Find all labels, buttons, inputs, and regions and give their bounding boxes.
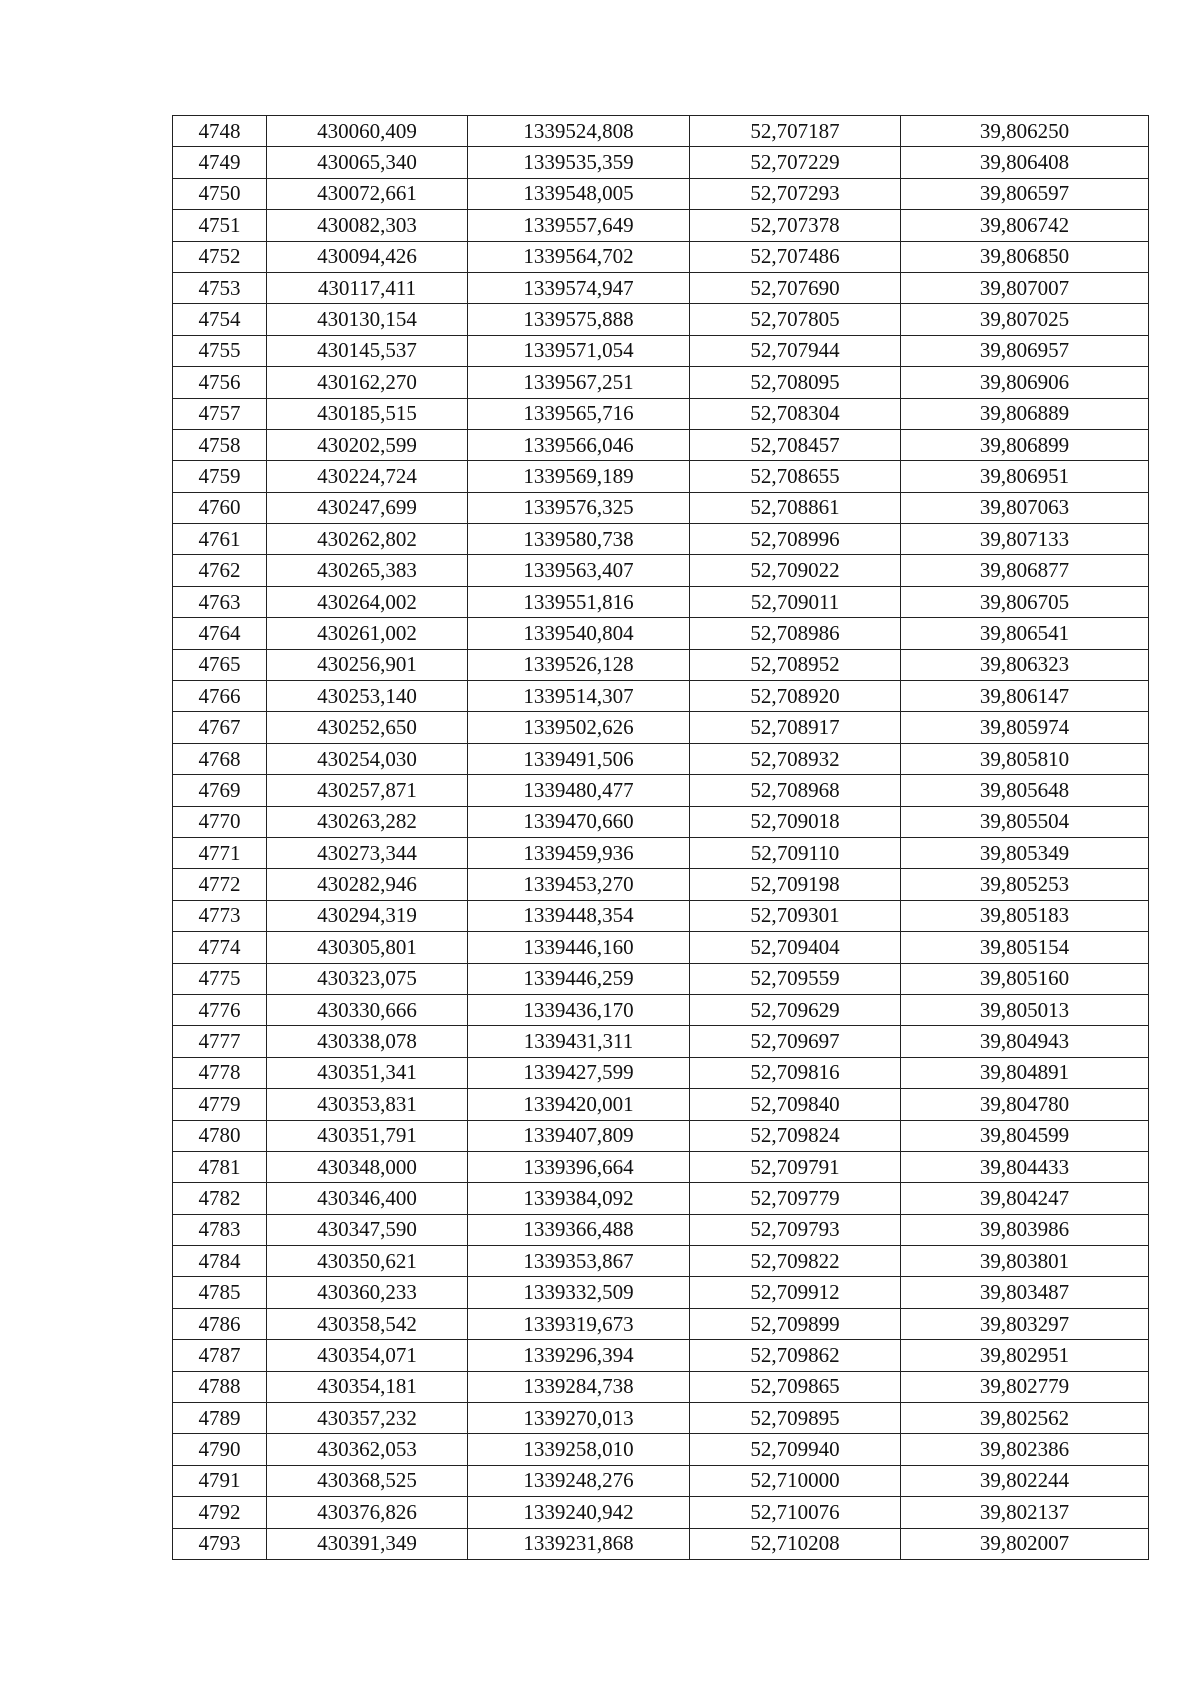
y-coordinate-cell: 1339296,394 [468, 1340, 690, 1371]
x-coordinate-cell: 430257,871 [267, 775, 468, 806]
longitude-cell: 39,806889 [901, 398, 1149, 429]
point-number-cell: 4769 [173, 775, 267, 806]
y-coordinate-cell: 1339396,664 [468, 1151, 690, 1182]
table-row [173, 1151, 1149, 1182]
table-row [173, 712, 1149, 743]
point-number-cell: 4765 [173, 649, 267, 680]
latitude-cell: 52,708952 [690, 649, 901, 680]
longitude-cell: 39,806951 [901, 461, 1149, 492]
longitude-cell: 39,804780 [901, 1089, 1149, 1120]
point-number-cell: 4776 [173, 994, 267, 1025]
table-row [173, 806, 1149, 837]
latitude-cell: 52,710000 [690, 1465, 901, 1496]
point-number-cell: 4773 [173, 900, 267, 931]
y-coordinate-cell: 1339231,868 [468, 1528, 690, 1559]
latitude-cell: 52,709779 [690, 1183, 901, 1214]
y-coordinate-cell: 1339319,673 [468, 1308, 690, 1339]
x-coordinate-cell: 430273,344 [267, 837, 468, 868]
latitude-cell: 52,707805 [690, 304, 901, 335]
point-number-cell: 4784 [173, 1246, 267, 1277]
latitude-cell: 52,709629 [690, 994, 901, 1025]
table-row [173, 1183, 1149, 1214]
latitude-cell: 52,709022 [690, 555, 901, 586]
point-number-cell: 4764 [173, 618, 267, 649]
x-coordinate-cell: 430346,400 [267, 1183, 468, 1214]
latitude-cell: 52,709018 [690, 806, 901, 837]
x-coordinate-cell: 430391,349 [267, 1528, 468, 1559]
point-number-cell: 4775 [173, 963, 267, 994]
x-coordinate-cell: 430145,537 [267, 335, 468, 366]
y-coordinate-cell: 1339436,170 [468, 994, 690, 1025]
table-row [173, 398, 1149, 429]
latitude-cell: 52,710076 [690, 1497, 901, 1528]
latitude-cell: 52,707293 [690, 178, 901, 209]
longitude-cell: 39,806323 [901, 649, 1149, 680]
x-coordinate-cell: 430358,542 [267, 1308, 468, 1339]
x-coordinate-cell: 430354,181 [267, 1371, 468, 1402]
point-number-cell: 4761 [173, 524, 267, 555]
y-coordinate-cell: 1339366,488 [468, 1214, 690, 1245]
latitude-cell: 52,708968 [690, 775, 901, 806]
point-number-cell: 4780 [173, 1120, 267, 1151]
latitude-cell: 52,709791 [690, 1151, 901, 1182]
longitude-cell: 39,805013 [901, 994, 1149, 1025]
table-row [173, 586, 1149, 617]
x-coordinate-cell: 430065,340 [267, 147, 468, 178]
point-number-cell: 4789 [173, 1403, 267, 1434]
longitude-cell: 39,806906 [901, 367, 1149, 398]
y-coordinate-cell: 1339569,189 [468, 461, 690, 492]
longitude-cell: 39,806877 [901, 555, 1149, 586]
y-coordinate-cell: 1339448,354 [468, 900, 690, 931]
longitude-cell: 39,805154 [901, 932, 1149, 963]
point-number-cell: 4790 [173, 1434, 267, 1465]
longitude-cell: 39,804433 [901, 1151, 1149, 1182]
y-coordinate-cell: 1339258,010 [468, 1434, 690, 1465]
table-row [173, 1465, 1149, 1496]
longitude-cell: 39,802137 [901, 1497, 1149, 1528]
y-coordinate-cell: 1339524,808 [468, 116, 690, 147]
longitude-cell: 39,805648 [901, 775, 1149, 806]
latitude-cell: 52,709865 [690, 1371, 901, 1402]
latitude-cell: 52,709816 [690, 1057, 901, 1088]
x-coordinate-cell: 430282,946 [267, 869, 468, 900]
longitude-cell: 39,802007 [901, 1528, 1149, 1559]
point-number-cell: 4766 [173, 681, 267, 712]
longitude-cell: 39,803801 [901, 1246, 1149, 1277]
latitude-cell: 52,708996 [690, 524, 901, 555]
table-row [173, 241, 1149, 272]
y-coordinate-cell: 1339407,809 [468, 1120, 690, 1151]
y-coordinate-cell: 1339564,702 [468, 241, 690, 272]
point-number-cell: 4752 [173, 241, 267, 272]
longitude-cell: 39,803986 [901, 1214, 1149, 1245]
x-coordinate-cell: 430202,599 [267, 429, 468, 460]
point-number-cell: 4787 [173, 1340, 267, 1371]
coordinates-table [172, 115, 1149, 1560]
y-coordinate-cell: 1339284,738 [468, 1371, 690, 1402]
x-coordinate-cell: 430330,666 [267, 994, 468, 1025]
x-coordinate-cell: 430348,000 [267, 1151, 468, 1182]
point-number-cell: 4750 [173, 178, 267, 209]
longitude-cell: 39,805974 [901, 712, 1149, 743]
longitude-cell: 39,806541 [901, 618, 1149, 649]
x-coordinate-cell: 430264,002 [267, 586, 468, 617]
y-coordinate-cell: 1339566,046 [468, 429, 690, 460]
latitude-cell: 52,708986 [690, 618, 901, 649]
table-row [173, 1528, 1149, 1559]
x-coordinate-cell: 430338,078 [267, 1026, 468, 1057]
point-number-cell: 4791 [173, 1465, 267, 1496]
x-coordinate-cell: 430353,831 [267, 1089, 468, 1120]
y-coordinate-cell: 1339574,947 [468, 272, 690, 303]
x-coordinate-cell: 430350,621 [267, 1246, 468, 1277]
longitude-cell: 39,807063 [901, 492, 1149, 523]
y-coordinate-cell: 1339470,660 [468, 806, 690, 837]
x-coordinate-cell: 430162,270 [267, 367, 468, 398]
point-number-cell: 4754 [173, 304, 267, 335]
latitude-cell: 52,709198 [690, 869, 901, 900]
y-coordinate-cell: 1339514,307 [468, 681, 690, 712]
x-coordinate-cell: 430354,071 [267, 1340, 468, 1371]
table-row [173, 147, 1149, 178]
y-coordinate-cell: 1339551,816 [468, 586, 690, 617]
y-coordinate-cell: 1339571,054 [468, 335, 690, 366]
x-coordinate-cell: 430256,901 [267, 649, 468, 680]
point-number-cell: 4774 [173, 932, 267, 963]
longitude-cell: 39,806899 [901, 429, 1149, 460]
x-coordinate-cell: 430265,383 [267, 555, 468, 586]
longitude-cell: 39,802386 [901, 1434, 1149, 1465]
longitude-cell: 39,807025 [901, 304, 1149, 335]
y-coordinate-cell: 1339575,888 [468, 304, 690, 335]
latitude-cell: 52,709697 [690, 1026, 901, 1057]
x-coordinate-cell: 430262,802 [267, 524, 468, 555]
x-coordinate-cell: 430117,411 [267, 272, 468, 303]
x-coordinate-cell: 430252,650 [267, 712, 468, 743]
longitude-cell: 39,802951 [901, 1340, 1149, 1371]
table-row [173, 367, 1149, 398]
longitude-cell: 39,803297 [901, 1308, 1149, 1339]
y-coordinate-cell: 1339427,599 [468, 1057, 690, 1088]
longitude-cell: 39,806957 [901, 335, 1149, 366]
latitude-cell: 52,708095 [690, 367, 901, 398]
latitude-cell: 52,707690 [690, 272, 901, 303]
y-coordinate-cell: 1339446,160 [468, 932, 690, 963]
point-number-cell: 4758 [173, 429, 267, 460]
latitude-cell: 52,709301 [690, 900, 901, 931]
table-row [173, 1308, 1149, 1339]
y-coordinate-cell: 1339384,092 [468, 1183, 690, 1214]
longitude-cell: 39,805810 [901, 743, 1149, 774]
latitude-cell: 52,709011 [690, 586, 901, 617]
y-coordinate-cell: 1339576,325 [468, 492, 690, 523]
latitude-cell: 52,708932 [690, 743, 901, 774]
latitude-cell: 52,709940 [690, 1434, 901, 1465]
table-row [173, 1403, 1149, 1434]
latitude-cell: 52,707944 [690, 335, 901, 366]
x-coordinate-cell: 430094,426 [267, 241, 468, 272]
table-row [173, 1089, 1149, 1120]
x-coordinate-cell: 430357,232 [267, 1403, 468, 1434]
longitude-cell: 39,806850 [901, 241, 1149, 272]
latitude-cell: 52,708861 [690, 492, 901, 523]
point-number-cell: 4777 [173, 1026, 267, 1057]
y-coordinate-cell: 1339563,407 [468, 555, 690, 586]
y-coordinate-cell: 1339453,270 [468, 869, 690, 900]
table-row [173, 1277, 1149, 1308]
point-number-cell: 4792 [173, 1497, 267, 1528]
table-row [173, 1120, 1149, 1151]
x-coordinate-cell: 430263,282 [267, 806, 468, 837]
table-row [173, 649, 1149, 680]
latitude-cell: 52,707378 [690, 210, 901, 241]
table-row [173, 681, 1149, 712]
latitude-cell: 52,709559 [690, 963, 901, 994]
y-coordinate-cell: 1339540,804 [468, 618, 690, 649]
table-row [173, 1434, 1149, 1465]
point-number-cell: 4749 [173, 147, 267, 178]
table-row [173, 555, 1149, 586]
table-row [173, 1497, 1149, 1528]
point-number-cell: 4785 [173, 1277, 267, 1308]
x-coordinate-cell: 430323,075 [267, 963, 468, 994]
y-coordinate-cell: 1339270,013 [468, 1403, 690, 1434]
x-coordinate-cell: 430347,590 [267, 1214, 468, 1245]
x-coordinate-cell: 430376,826 [267, 1497, 468, 1528]
latitude-cell: 52,710208 [690, 1528, 901, 1559]
x-coordinate-cell: 430082,303 [267, 210, 468, 241]
point-number-cell: 4793 [173, 1528, 267, 1559]
longitude-cell: 39,806742 [901, 210, 1149, 241]
longitude-cell: 39,805160 [901, 963, 1149, 994]
y-coordinate-cell: 1339480,477 [468, 775, 690, 806]
longitude-cell: 39,806597 [901, 178, 1149, 209]
table-row [173, 116, 1149, 147]
point-number-cell: 4753 [173, 272, 267, 303]
point-number-cell: 4768 [173, 743, 267, 774]
longitude-cell: 39,804599 [901, 1120, 1149, 1151]
table-row [173, 272, 1149, 303]
longitude-cell: 39,807007 [901, 272, 1149, 303]
y-coordinate-cell: 1339459,936 [468, 837, 690, 868]
table-row [173, 524, 1149, 555]
longitude-cell: 39,806250 [901, 116, 1149, 147]
latitude-cell: 52,708655 [690, 461, 901, 492]
x-coordinate-cell: 430360,233 [267, 1277, 468, 1308]
point-number-cell: 4770 [173, 806, 267, 837]
x-coordinate-cell: 430368,525 [267, 1465, 468, 1496]
y-coordinate-cell: 1339565,716 [468, 398, 690, 429]
point-number-cell: 4781 [173, 1151, 267, 1182]
x-coordinate-cell: 430261,002 [267, 618, 468, 649]
x-coordinate-cell: 430130,154 [267, 304, 468, 335]
longitude-cell: 39,805504 [901, 806, 1149, 837]
table-row [173, 178, 1149, 209]
y-coordinate-cell: 1339548,005 [468, 178, 690, 209]
point-number-cell: 4772 [173, 869, 267, 900]
longitude-cell: 39,805183 [901, 900, 1149, 931]
longitude-cell: 39,804247 [901, 1183, 1149, 1214]
table-row [173, 743, 1149, 774]
table-row [173, 1026, 1149, 1057]
longitude-cell: 39,802244 [901, 1465, 1149, 1496]
latitude-cell: 52,708920 [690, 681, 901, 712]
y-coordinate-cell: 1339420,001 [468, 1089, 690, 1120]
table-row [173, 963, 1149, 994]
latitude-cell: 52,709822 [690, 1246, 901, 1277]
point-number-cell: 4779 [173, 1089, 267, 1120]
latitude-cell: 52,709895 [690, 1403, 901, 1434]
latitude-cell: 52,709793 [690, 1214, 901, 1245]
table-row [173, 1246, 1149, 1277]
table-row [173, 900, 1149, 931]
point-number-cell: 4751 [173, 210, 267, 241]
table-row [173, 210, 1149, 241]
y-coordinate-cell: 1339557,649 [468, 210, 690, 241]
x-coordinate-cell: 430247,699 [267, 492, 468, 523]
table-row [173, 932, 1149, 963]
y-coordinate-cell: 1339535,359 [468, 147, 690, 178]
latitude-cell: 52,709899 [690, 1308, 901, 1339]
y-coordinate-cell: 1339353,867 [468, 1246, 690, 1277]
table-row [173, 1340, 1149, 1371]
latitude-cell: 52,709912 [690, 1277, 901, 1308]
point-number-cell: 4778 [173, 1057, 267, 1088]
table-row [173, 775, 1149, 806]
point-number-cell: 4782 [173, 1183, 267, 1214]
table-row [173, 869, 1149, 900]
table-row [173, 1214, 1149, 1245]
y-coordinate-cell: 1339491,506 [468, 743, 690, 774]
latitude-cell: 52,709824 [690, 1120, 901, 1151]
longitude-cell: 39,806705 [901, 586, 1149, 617]
table-row [173, 1371, 1149, 1402]
x-coordinate-cell: 430254,030 [267, 743, 468, 774]
x-coordinate-cell: 430351,791 [267, 1120, 468, 1151]
y-coordinate-cell: 1339240,942 [468, 1497, 690, 1528]
point-number-cell: 4786 [173, 1308, 267, 1339]
point-number-cell: 4755 [173, 335, 267, 366]
longitude-cell: 39,806408 [901, 147, 1149, 178]
point-number-cell: 4760 [173, 492, 267, 523]
point-number-cell: 4756 [173, 367, 267, 398]
latitude-cell: 52,709840 [690, 1089, 901, 1120]
table-row [173, 335, 1149, 366]
y-coordinate-cell: 1339526,128 [468, 649, 690, 680]
x-coordinate-cell: 430305,801 [267, 932, 468, 963]
table-row [173, 304, 1149, 335]
longitude-cell: 39,805349 [901, 837, 1149, 868]
longitude-cell: 39,802562 [901, 1403, 1149, 1434]
point-number-cell: 4759 [173, 461, 267, 492]
y-coordinate-cell: 1339502,626 [468, 712, 690, 743]
x-coordinate-cell: 430362,053 [267, 1434, 468, 1465]
point-number-cell: 4763 [173, 586, 267, 617]
latitude-cell: 52,708304 [690, 398, 901, 429]
longitude-cell: 39,806147 [901, 681, 1149, 712]
point-number-cell: 4783 [173, 1214, 267, 1245]
x-coordinate-cell: 430294,319 [267, 900, 468, 931]
y-coordinate-cell: 1339248,276 [468, 1465, 690, 1496]
y-coordinate-cell: 1339446,259 [468, 963, 690, 994]
x-coordinate-cell: 430185,515 [267, 398, 468, 429]
latitude-cell: 52,708457 [690, 429, 901, 460]
latitude-cell: 52,709404 [690, 932, 901, 963]
point-number-cell: 4788 [173, 1371, 267, 1402]
longitude-cell: 39,802779 [901, 1371, 1149, 1402]
coordinates-table-body [173, 116, 1149, 1560]
point-number-cell: 4762 [173, 555, 267, 586]
table-row [173, 618, 1149, 649]
longitude-cell: 39,805253 [901, 869, 1149, 900]
x-coordinate-cell: 430072,661 [267, 178, 468, 209]
table-row [173, 461, 1149, 492]
latitude-cell: 52,709110 [690, 837, 901, 868]
latitude-cell: 52,709862 [690, 1340, 901, 1371]
y-coordinate-cell: 1339567,251 [468, 367, 690, 398]
x-coordinate-cell: 430060,409 [267, 116, 468, 147]
point-number-cell: 4767 [173, 712, 267, 743]
y-coordinate-cell: 1339332,509 [468, 1277, 690, 1308]
x-coordinate-cell: 430224,724 [267, 461, 468, 492]
latitude-cell: 52,707187 [690, 116, 901, 147]
latitude-cell: 52,707486 [690, 241, 901, 272]
y-coordinate-cell: 1339580,738 [468, 524, 690, 555]
longitude-cell: 39,804943 [901, 1026, 1149, 1057]
longitude-cell: 39,804891 [901, 1057, 1149, 1088]
table-row [173, 837, 1149, 868]
x-coordinate-cell: 430351,341 [267, 1057, 468, 1088]
table-row [173, 492, 1149, 523]
table-row [173, 994, 1149, 1025]
table-row [173, 429, 1149, 460]
point-number-cell: 4748 [173, 116, 267, 147]
latitude-cell: 52,708917 [690, 712, 901, 743]
latitude-cell: 52,707229 [690, 147, 901, 178]
longitude-cell: 39,807133 [901, 524, 1149, 555]
x-coordinate-cell: 430253,140 [267, 681, 468, 712]
point-number-cell: 4757 [173, 398, 267, 429]
longitude-cell: 39,803487 [901, 1277, 1149, 1308]
point-number-cell: 4771 [173, 837, 267, 868]
table-row [173, 1057, 1149, 1088]
y-coordinate-cell: 1339431,311 [468, 1026, 690, 1057]
